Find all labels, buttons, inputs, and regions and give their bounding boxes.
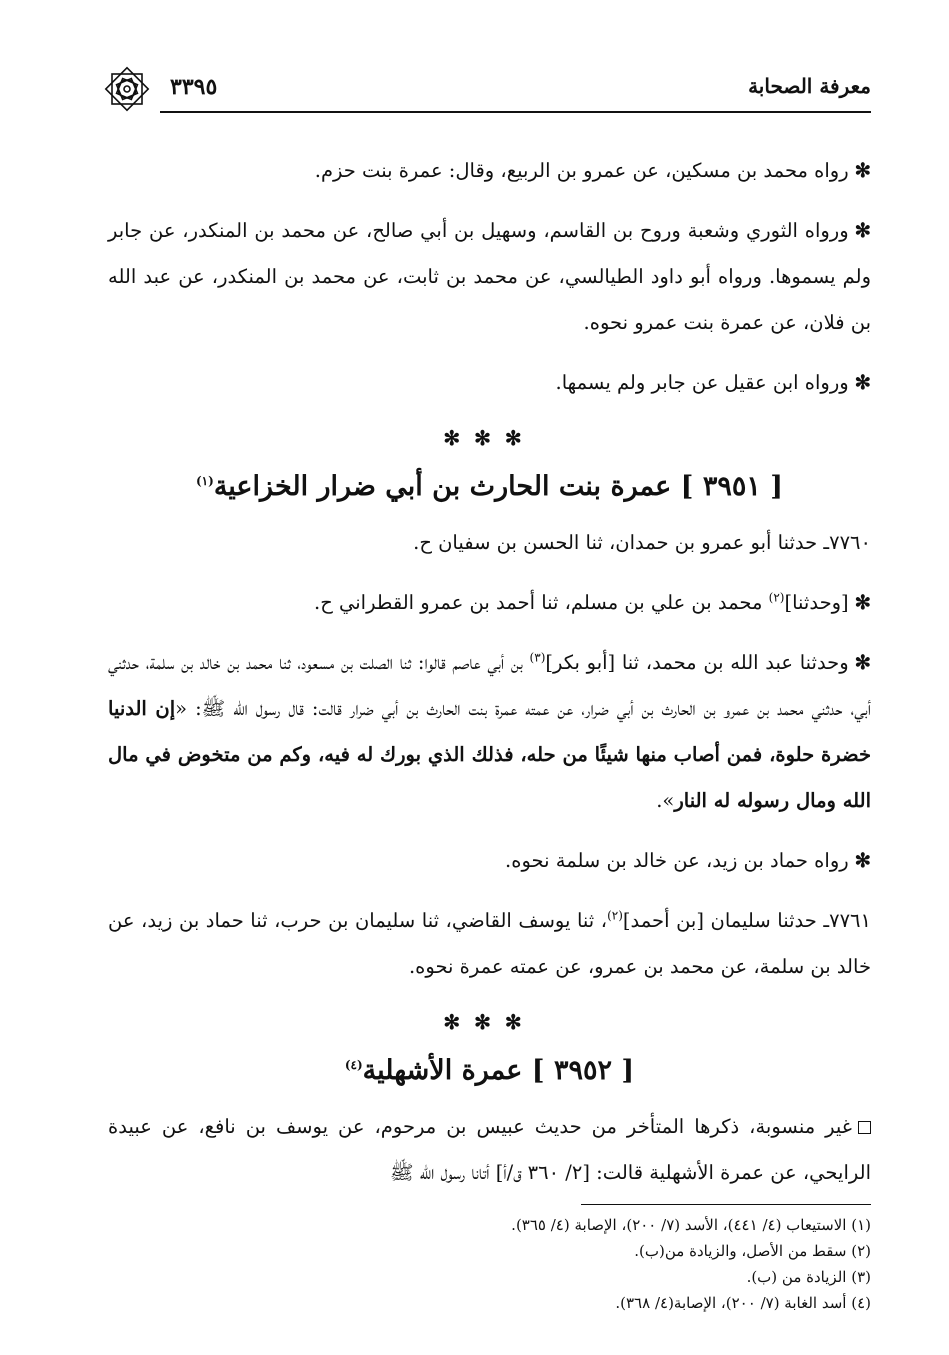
paragraph <box>108 520 871 566</box>
footnote: (١) الاستيعاب (٤/ ٤٤١)، الأسد (٧/ ٢٠٠)، الإصابة (٤/ ٣٦٥). <box>511 1216 871 1234</box>
footnotes <box>108 1212 871 1316</box>
footnote-marker: (١) <box>195 474 214 488</box>
paragraph-text: [وحدثنا] <box>784 591 849 614</box>
paragraph <box>108 898 871 990</box>
section-divider: ✻✻✻ <box>443 1010 536 1034</box>
section-divider: ✻✻✻ <box>443 426 536 450</box>
paragraph <box>108 838 871 884</box>
paragraph-text: بن أبي عاصم قالوا: ثنا الصلت بن مسعود، ثنا محمد بن خالد بن سلمة، حدثني أبي، حدثني محمد بن عمرو بن الحارث بن أبي ضرار، عن عمته عمرة بنت الحارث بن أبي ضرار قالت: قال رسول الله ﷺ: « <box>108 651 872 720</box>
paragraph-text: محمد بن علي بن مسلم، ثنا أحمد بن عمرو القطراني ح. <box>314 591 769 614</box>
paragraph-text: ورواه الثوري وشعبة وروح بن القاسم، وسهيل بن أبي صالح، عن محمد بن المنكدر، عن جابر ولم يسموها. ورواه أبو داود الطيالسي، عن محمد بن ثابت، عن محمد بن المنكدر، عن عبد الله بن فلان، عن عمرة بنت عمرو نحوه. <box>108 219 871 334</box>
paragraph-text: ٧٧٦١ـ حدثنا سليمان [بن أحمد] <box>622 909 872 932</box>
paragraph-text: ٧٧٦٠ـ حدثنا أبو عمرو بن حمدان، ثنا الحسن بن سفيان ح. <box>413 531 871 554</box>
paragraph-text: ورواه ابن عقيل عن جابر ولم يسمها. <box>555 371 849 394</box>
paragraph <box>108 580 871 626</box>
footnote-marker: (٤) <box>344 1058 363 1072</box>
paragraph-text: رواه حماد بن زيد، عن خالد بن سلمة نحوه. <box>505 849 849 872</box>
hadith-text: إن الدنيا خضرة حلوة، فمن أصاب منها شيئًا من حله، فذلك الذي بورك له فيه، وكم من متخوض في مال الله ومال رسوله له النار <box>108 697 871 812</box>
footnote-rule <box>581 1204 871 1205</box>
paragraph-text: وحدثنا عبد الله بن محمد، ثنا [أبو بكر] <box>545 651 849 674</box>
footnote: (٤) أسد الغابة (٧/ ٢٠٠)، الإصابة(٤/ ٣٦٨). <box>615 1294 871 1312</box>
entry-heading-text: [ ٣٩٥٢ ] عمرة الأشهلية <box>362 1055 635 1086</box>
asterisk-icon: ✻ <box>854 651 871 674</box>
entry-heading <box>108 1044 871 1098</box>
page-number: ٣٣٩٥ <box>170 74 218 100</box>
paragraph <box>108 148 871 194</box>
paragraph <box>108 640 871 824</box>
asterisk-icon: ✻ <box>854 159 871 182</box>
paragraph-text: ، ثنا يوسف القاضي، ثنا سليمان بن حرب، ثنا حماد بن زيد، عن خالد بن سلمة، عن محمد بن عمرو، عن عمته عمرة نحوه. <box>108 909 871 978</box>
asterisk-icon: ✻ <box>854 591 871 614</box>
running-title: معرفة الصحابة <box>748 74 871 98</box>
ornament-star-icon <box>100 62 154 116</box>
paragraph-text: غير منسوبة، ذكرها المتأخر من حديث عبيس بن مرحوم، عن يوسف بن نافع، عن عبيدة الرايحي، عن عمرة الأشهلية قالت: [٢/ ٣٦٠ ق/أ] أتانا رسول الله ﷺ <box>108 1115 871 1184</box>
header-rule <box>160 111 871 113</box>
footnote: (٣) الزيادة من (ب). <box>746 1268 871 1286</box>
entry-heading <box>108 460 871 514</box>
footnote: (٢) سقط من الأصل، والزيادة من(ب). <box>634 1242 871 1260</box>
asterisk-icon: ✻ <box>854 371 871 394</box>
asterisk-icon: ✻ <box>854 219 871 242</box>
footnote-marker: (٢) <box>768 590 785 605</box>
paragraph-text: ». <box>656 789 675 812</box>
entry-heading-text: [ ٣٩٥١ ] عمرة بنت الحارث بن أبي ضرار الخزاعية <box>213 471 784 502</box>
footnote-marker: (٢) <box>607 908 623 923</box>
main-text <box>108 148 871 1210</box>
paragraph <box>108 1104 871 1196</box>
page-header <box>100 62 871 110</box>
square-marker-icon <box>858 1121 871 1134</box>
asterisk-icon: ✻ <box>854 849 871 872</box>
paragraph <box>108 360 871 406</box>
paragraph-text: رواه محمد بن مسكين، عن عمرو بن الربيع، وقال: عمرة بنت حزم. <box>314 159 849 182</box>
paragraph <box>108 208 871 346</box>
footnote-marker: (٣) <box>529 650 546 665</box>
